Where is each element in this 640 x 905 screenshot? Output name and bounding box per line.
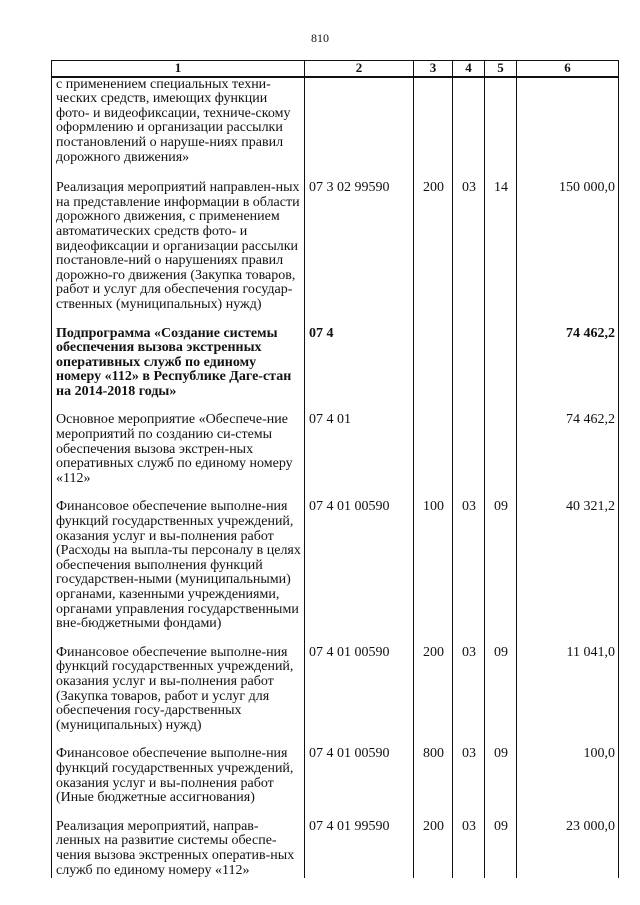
- row-rz-cell: 03: [453, 646, 485, 748]
- row-pr-cell: 14: [485, 179, 517, 326]
- row-vr-cell: 800: [414, 747, 453, 819]
- row-name-cell: Реализация мероприятий, направ-ленных на развитие системы обеспе-чения вызова экстренных оператив-ных служб по единому номеру «112»: [52, 820, 305, 878]
- row-rz-cell: 03: [453, 500, 485, 645]
- row-vr-cell: [414, 77, 453, 180]
- header-col-5: 5: [485, 61, 517, 77]
- table-row: [52, 820, 619, 878]
- row-code-cell: [305, 77, 414, 180]
- row-code-cell: 07 4 01: [305, 413, 414, 500]
- row-code-cell: 07 4 01 00590: [305, 500, 414, 645]
- row-vr-cell: 100: [414, 500, 453, 645]
- row-pr-cell: 09: [485, 820, 517, 878]
- table-row: [52, 500, 619, 645]
- row-name-cell: Финансовое обеспечение выполне-ния функций государственных учреждений, оказания услуг и вы-полнения работ (Иные бюджетные ассигнования): [52, 747, 305, 819]
- table-row: [52, 77, 619, 180]
- row-vr-cell: 200: [414, 820, 453, 878]
- row-pr-cell: [485, 77, 517, 180]
- table-row: [52, 747, 619, 819]
- row-name-cell: Основное мероприятие «Обеспече-ние мероприятий по созданию си-стемы обеспечения вызова экстрен-ных оперативных служб по единому номеру «112»: [52, 413, 305, 500]
- row-amount-cell: 74 462,2: [517, 413, 619, 500]
- row-amount-cell: 23 000,0: [517, 820, 619, 878]
- row-code-cell: 07 4 01 00590: [305, 646, 414, 748]
- header-col-4: 4: [453, 61, 485, 77]
- row-vr-cell: 200: [414, 646, 453, 748]
- header-col-2: 2: [305, 61, 414, 77]
- row-amount-cell: 74 462,2: [517, 327, 619, 414]
- row-amount-cell: 40 321,2: [517, 500, 619, 645]
- row-code-cell: 07 4 01 99590: [305, 820, 414, 878]
- row-amount-cell: [517, 77, 619, 180]
- row-code-cell: 07 4: [305, 327, 414, 414]
- row-code-cell: 07 4 01 00590: [305, 747, 414, 819]
- row-name-cell: Финансовое обеспечение выполне-ния функций государственных учреждений, оказания услуг и вы-полнения работ (Закупка товаров, работ и услуг для обеспечения госу-дарственных (муниципальных) нужд): [52, 646, 305, 748]
- table-row: [52, 413, 619, 500]
- row-rz-cell: [453, 327, 485, 414]
- budget-table: [51, 60, 619, 878]
- row-name-cell: Финансовое обеспечение выполне-ния функций государственных учреждений, оказания услуг и вы-полнения работ (Расходы на выпла-ты персоналу в целях обеспечения выполнения функций государствен-ными (муниципальными) органами, казенными учреждениями, органами управления государственными вне-бюджетными фондами): [52, 500, 305, 645]
- row-rz-cell: [453, 413, 485, 500]
- row-vr-cell: [414, 413, 453, 500]
- row-amount-cell: 100,0: [517, 747, 619, 819]
- table-row: [52, 179, 619, 326]
- row-rz-cell: 03: [453, 820, 485, 878]
- row-rz-cell: 03: [453, 747, 485, 819]
- row-amount-cell: 11 041,0: [517, 646, 619, 748]
- row-pr-cell: 09: [485, 747, 517, 819]
- row-name-cell: с применением специальных техни-ческих средств, имеющих функции фото- и видеофиксации, техниче-скому оформлению и организации рассылки постановлений о наруше-ниях правил дорожного движения»: [52, 77, 305, 180]
- row-name-cell: Реализация мероприятий направлен-ных на представление информации в области дорожного движения, с применением автоматических средств фото- и видеофиксации и организации рассылки постановле-ний о нарушениях правил дорожно-го движения (Закупка товаров, работ и услуг для обеспечения государ-ственных (муниципальных) нужд): [52, 179, 305, 326]
- row-code-cell: 07 3 02 99590: [305, 179, 414, 326]
- row-vr-cell: [414, 327, 453, 414]
- header-col-6: 6: [517, 61, 619, 77]
- row-rz-cell: 03: [453, 179, 485, 326]
- row-vr-cell: 200: [414, 179, 453, 326]
- header-col-1: 1: [52, 61, 305, 77]
- header-col-3: 3: [414, 61, 453, 77]
- table-row: [52, 646, 619, 748]
- row-rz-cell: [453, 77, 485, 180]
- row-amount-cell: 150 000,0: [517, 179, 619, 326]
- table-row: [52, 327, 619, 414]
- row-pr-cell: 09: [485, 646, 517, 748]
- header-row: [52, 61, 619, 77]
- row-name-cell: Подпрограмма «Создание системы обеспечения вызова экстренных оперативных служб по единому номеру «112» в Республике Даге-стан на 2014-2018 годы»: [52, 327, 305, 414]
- row-pr-cell: [485, 327, 517, 414]
- page-number: 810: [311, 31, 329, 45]
- row-pr-cell: [485, 413, 517, 500]
- row-pr-cell: 09: [485, 500, 517, 645]
